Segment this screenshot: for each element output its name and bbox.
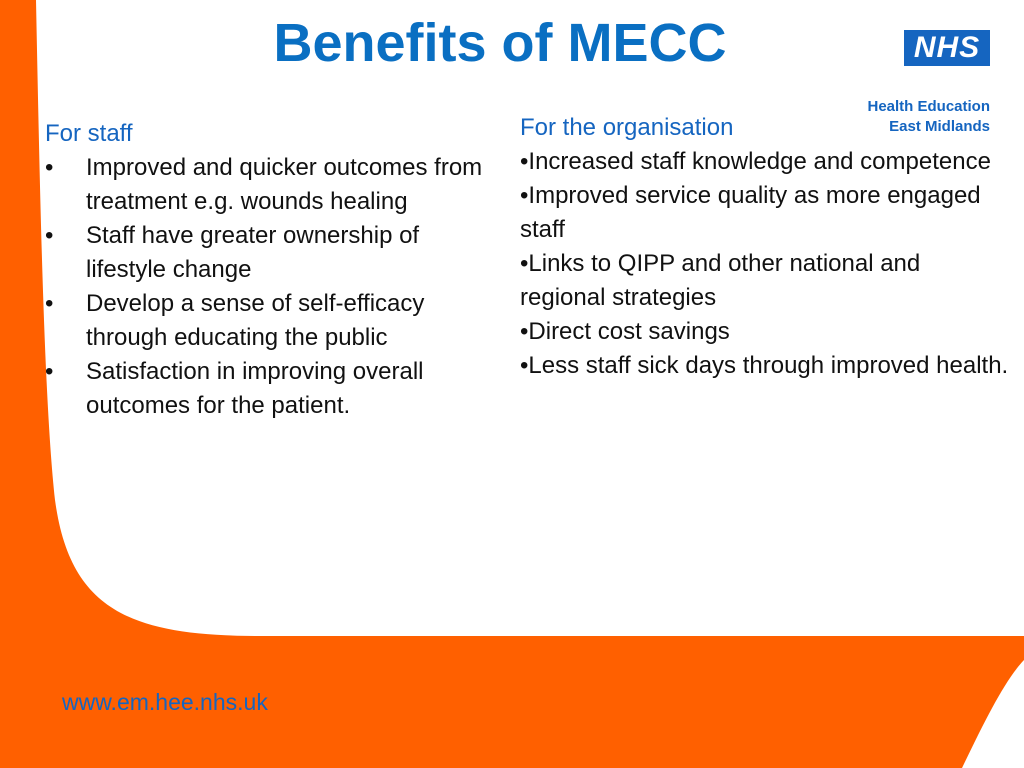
organisation-heading: For the organisation (520, 114, 734, 141)
list-item-text: Develop a sense of self-efficacy through educating the public (86, 290, 425, 351)
list-item: •Less staff sick days through improved health. (520, 352, 1009, 379)
bullet: • (45, 154, 54, 181)
list-item-text: Staff have greater ownership of lifestyle change (86, 222, 420, 283)
hee-logo-line2: East Midlands (889, 118, 990, 135)
list-item: •Direct cost savings (520, 318, 730, 345)
bullet: • (45, 290, 54, 317)
bullet: • (45, 222, 54, 249)
nhs-logo: NHS (904, 30, 990, 66)
list-item: •Increased staff knowledge and competence (520, 148, 991, 175)
list-item-text: Improved and quicker outcomes from treatment e.g. wounds healing (86, 154, 483, 215)
list-item (45, 355, 495, 423)
footer-url: www.em.hee.nhs.uk (62, 689, 268, 715)
hee-logo-line1: Health Education (867, 98, 990, 115)
list-item: •Links to QIPP and other national and regional strategies (520, 250, 921, 311)
list-item (45, 287, 495, 355)
staff-heading: For staff (45, 120, 133, 147)
bullet: • (45, 358, 54, 385)
organisation-benefits-column (520, 111, 1010, 383)
list-item: •Improved service quality as more engaged staff (520, 182, 981, 243)
list-item-text: Satisfaction in improving overall outcomes for the patient. (86, 358, 424, 419)
slide-title: Benefits of MECC (273, 13, 727, 73)
list-item (45, 219, 495, 287)
staff-benefits-column (45, 117, 495, 423)
list-item (45, 151, 495, 219)
staff-benefits-list (45, 151, 495, 423)
